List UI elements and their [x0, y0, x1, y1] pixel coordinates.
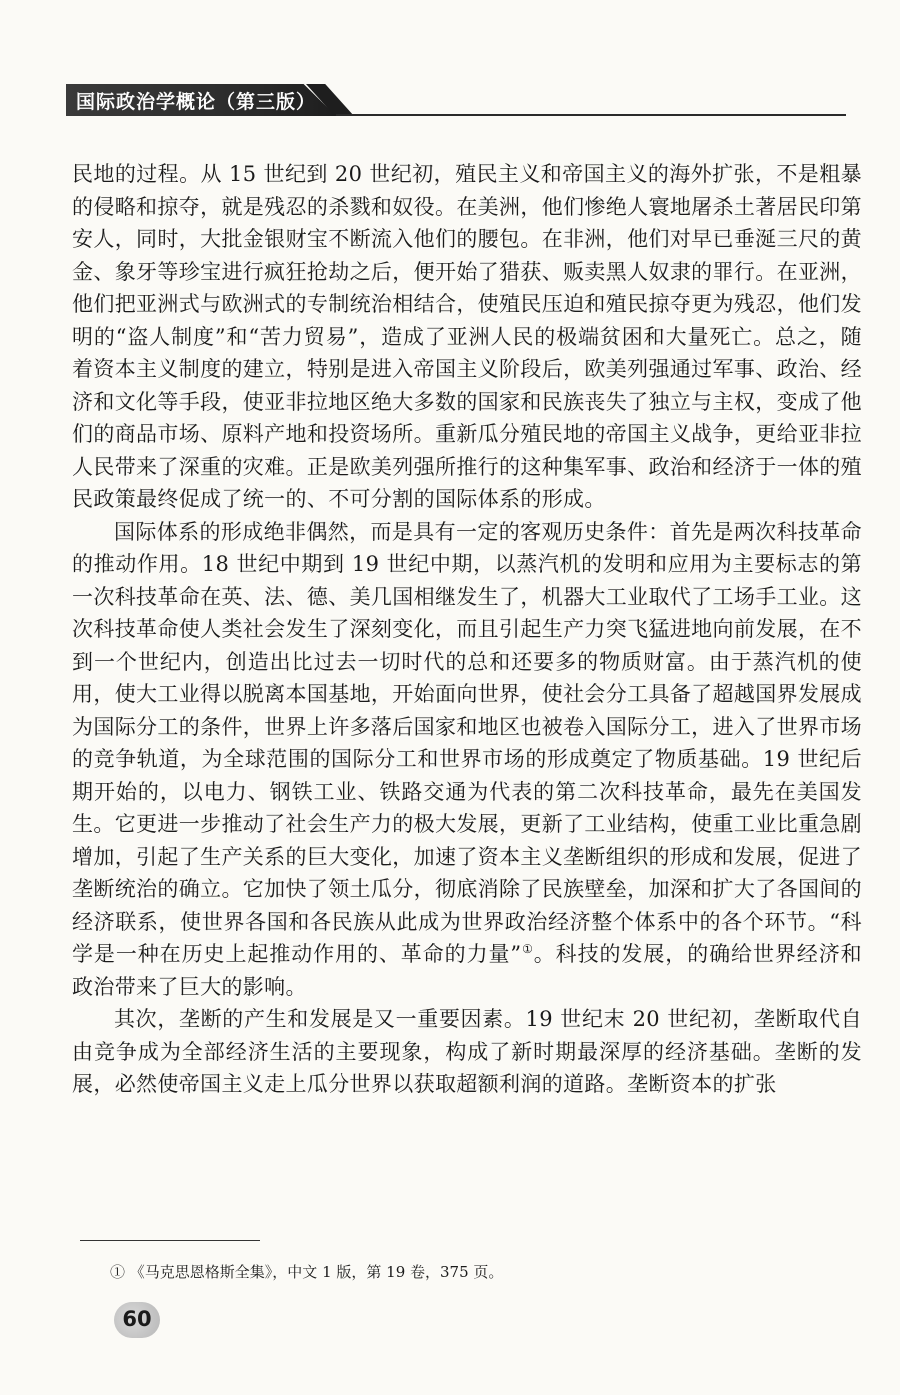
running-header — [66, 80, 846, 120]
header-rule — [336, 114, 846, 116]
footnote-text: 《马克思恩格斯全集》，中文 1 版，第 19 卷，375 页。 — [129, 1263, 504, 1281]
footnote-divider — [80, 1240, 260, 1241]
page-number: 60 — [122, 1307, 152, 1331]
footnote-marker: ① — [110, 1263, 126, 1281]
paragraph — [72, 516, 862, 1004]
footnote-reference[interactable]: ① — [521, 942, 534, 956]
book-title: 国际政治学概论（第三版） — [76, 91, 317, 113]
page-number-badge — [114, 1302, 160, 1338]
body-text — [72, 158, 862, 1101]
paragraph-text: 。科技的发展，的确给世界经济和政治带来了巨大的影响。 — [72, 942, 862, 999]
paragraph-continued: 民地的过程。从 15 世纪到 20 世纪初，殖民主义和帝国主义的海外扩张，不是粗暴的侵略和掠夺，就是残忍的杀戮和奴役。在美洲，他们惨绝人寰地屠杀土著居民印第安人，同时，大批金银财宝不断流入他们的腰包。在非洲，他们对早已垂涎三尺的黄金、象牙等珍宝进行疯狂抢劫之后，便开始了猎获、贩卖黑人奴隶的罪行。在亚洲，他们把亚洲式与欧洲式的专制统治相结合，使殖民压迫和殖民掠夺更为残忍，他们发明的“盗人制度”和“苦力贸易”，造成了亚洲人民的极端贫困和大量死亡。总之，随着资本主义制度的建立，特别是进入帝国主义阶段后，欧美列强通过军事、政治、经济和文化等手段，使亚非拉地区绝大多数的国家和民族丧失了独立与主权，变成了他们的商品市场、原料产地和投资场所。重新瓜分殖民地的帝国主义战争，更给亚非拉人民带来了深重的灾难。正是欧美列强所推行的这种集军事、政治和经济于一体的殖民政策最终促成了统一的、不可分割的国际体系的形成。 — [72, 162, 862, 511]
paragraph: 其次，垄断的产生和发展是又一重要因素。19 世纪末 20 世纪初，垄断取代自由竞争成为全部经济生活的主要现象，构成了新时期最深厚的经济基础。垄断的发展，必然使帝国主义走上瓜分世界以获取超额利润的道路。垄断资本的扩张 — [72, 1007, 862, 1096]
footnote — [110, 1262, 503, 1282]
paragraph-text: 国际体系的形成绝非偶然，而是具有一定的客观历史条件：首先是两次科技革命的推动作用。18 世纪中期到 19 世纪中期，以蒸汽机的发明和应用为主要标志的第一次科技革命在英、法、德、美几国相继发生了，机器大工业取代了工场手工业。这次科技革命使人类社会发生了深刻变化，而且引起生产力突飞猛进地向前发展，在不到一个世纪内，创造出比过去一切时代的总和还要多的物质财富。由于蒸汽机的使用，使大工业得以脱离本国基地，开始面向世界，使社会分工具备了超越国界发展成为国际分工的条件，世界上许多落后国家和地区也被卷入国际分工，进入了世界市场的竞争轨道，为全球范围的国际分工和世界市场的形成奠定了物质基础。19 世纪后期开始的，以电力、钢铁工业、铁路交通为代表的第二次科技革命，最先在美国发生。它更进一步推动了社会生产力的极大发展，更新了工业结构，使重工业比重急剧增加，引起了生产关系的巨大变化，加速了资本主义垄断组织的形成和发展，促进了垄断统治的确立。它加快了领土瓜分，彻底消除了民族壁垒，加深和扩大了各国间的经济联系，使世界各国和各民族从此成为世界政治经济整个体系中的各个环节。“科学是一种在历史上起推动作用的、革命的力量” — [72, 519, 862, 966]
